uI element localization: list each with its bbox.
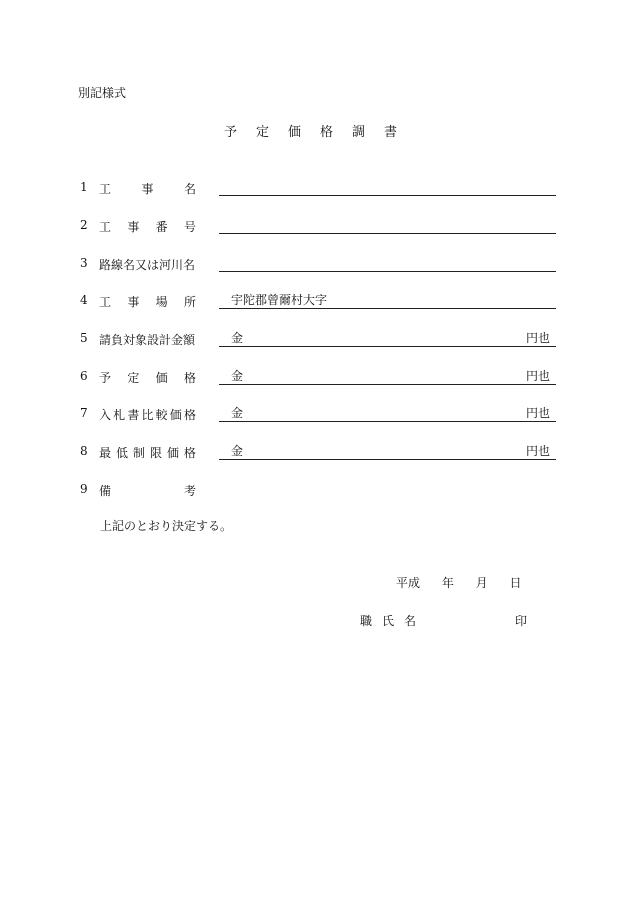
row-remarks [80, 482, 556, 504]
row-number: 1 [80, 180, 88, 194]
entry-line [219, 384, 556, 385]
entry-line [219, 233, 556, 234]
row-label: 工 事 名 [99, 182, 196, 196]
row-minimum-price [80, 444, 556, 466]
row-value: 金 [231, 369, 244, 383]
row-bid-comparison-price [80, 406, 556, 428]
row-label: 最 低 制 限 価 格 [99, 446, 196, 460]
decision-statement: 上記のとおり決定する。 [100, 519, 233, 533]
entry-line [219, 271, 556, 272]
entry-line [219, 421, 556, 422]
row-label: 請負対象設計金額 [99, 333, 196, 347]
row-number: 8 [80, 444, 88, 458]
row-label: 工 事 場 所 [99, 295, 196, 309]
signature-label: 職 氏 名 [360, 614, 416, 628]
yen-suffix: 円也 [525, 331, 550, 345]
row-label: 予 定 価 格 [99, 371, 196, 385]
era-label: 平成 [396, 576, 421, 590]
form-label: 別記様式 [78, 86, 127, 100]
row-label: 工 事 番 号 [99, 220, 196, 234]
yen-suffix: 円也 [525, 369, 550, 383]
row-number: 3 [80, 256, 88, 270]
row-number: 5 [80, 331, 88, 345]
row-value: 宇陀郡曾爾村大字 [231, 293, 328, 307]
row-label: 路線名又は河川名 [99, 258, 196, 272]
signature-line [360, 612, 528, 629]
row-value: 金 [231, 444, 244, 458]
yen-suffix: 円也 [525, 444, 550, 458]
row-estimated-price [80, 369, 556, 391]
date-line [396, 574, 540, 591]
document-title: 予定価格調書 [223, 125, 416, 140]
seal-mark: 印 [515, 614, 528, 628]
day-label: 日 [509, 576, 522, 590]
entry-line [219, 459, 556, 460]
row-label: 備 考 [99, 484, 196, 498]
row-construction-name [80, 180, 556, 202]
row-number: 2 [80, 218, 88, 232]
row-construction-location [80, 293, 556, 315]
entry-line [219, 308, 556, 309]
row-number: 6 [80, 369, 88, 383]
entry-line [219, 195, 556, 196]
row-route-name [80, 256, 556, 278]
row-value: 金 [231, 331, 244, 345]
row-number: 9 [80, 482, 88, 496]
row-number: 4 [80, 293, 88, 307]
yen-suffix: 円也 [525, 406, 550, 420]
year-label: 年 [441, 576, 454, 590]
row-construction-number [80, 218, 556, 240]
entry-line [219, 346, 556, 347]
row-value: 金 [231, 406, 244, 420]
row-contract-design-amount [80, 331, 556, 353]
row-label: 入 札 書 比 較 価 格 [99, 408, 196, 422]
month-label: 月 [475, 576, 488, 590]
row-number: 7 [80, 406, 88, 420]
